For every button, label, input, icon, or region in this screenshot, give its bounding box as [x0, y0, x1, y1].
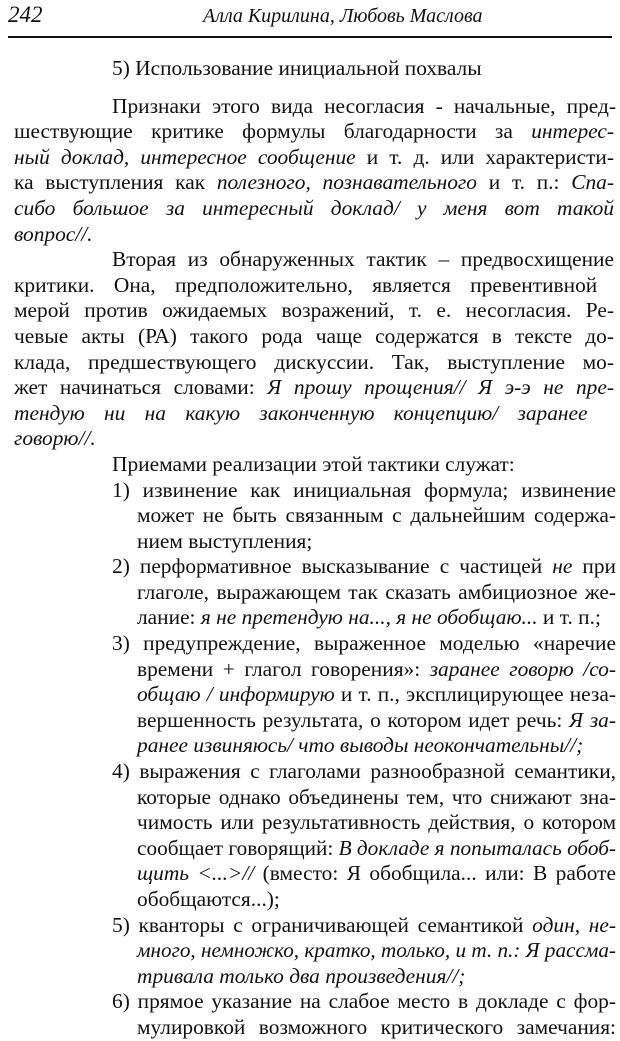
text-line — [0, 222, 620, 248]
line-content — [112, 913, 616, 939]
running-head: Алла Кирилина, Любовь Маслова — [203, 5, 483, 27]
text-segment: 4) выражения с глаголами разнообразной семантики, — [112, 759, 616, 784]
text-line — [0, 170, 620, 196]
text-line — [0, 273, 620, 299]
line-content — [137, 733, 583, 759]
italic-segment: не — [552, 554, 573, 579]
italic-segment: ный доклад, интересное сообщение — [14, 144, 356, 169]
body-text — [0, 56, 620, 1041]
text-segment: и т. п.; — [537, 605, 601, 630]
line-content — [137, 887, 280, 913]
italic-segment: я не претендую на..., я не обобщаю... — [200, 605, 538, 630]
line-content — [112, 247, 614, 273]
italic-segment: интерес- — [531, 119, 614, 144]
italic-segment: говорю//. — [14, 426, 96, 451]
text-line — [0, 145, 620, 171]
italic-segment: тривала только два произведения//; — [137, 963, 466, 988]
text-segment: и т. д. или характеристи- — [355, 144, 614, 169]
line-content — [112, 631, 616, 657]
text-line — [0, 298, 620, 324]
text-line — [0, 503, 620, 529]
line-content — [137, 785, 616, 811]
line-content — [14, 196, 614, 222]
text-segment: чевые акты (РА) такого рода чаще содержатся в тексте до- — [14, 323, 614, 348]
text-segment: может не быть связанным с дальнейшим содержа- — [137, 503, 616, 528]
line-content — [112, 759, 616, 785]
text-segment: 1) извинение как инициальная формула; извинение — [112, 477, 616, 502]
text-segment: 2) перформативное высказывание с частицей — [112, 554, 553, 579]
text-segment: которые однако объединены тем, что снижают зна- — [137, 784, 616, 809]
italic-segment: один, не- — [532, 912, 616, 937]
text-line — [0, 759, 620, 785]
text-line — [0, 94, 620, 120]
text-segment: жет начинаться словами: — [14, 375, 268, 400]
text-line — [0, 913, 620, 939]
text-line — [0, 1015, 620, 1041]
line-content — [137, 1015, 616, 1041]
line-content — [14, 401, 588, 427]
text-line — [0, 989, 620, 1015]
line-content — [14, 426, 96, 452]
text-line — [0, 605, 620, 631]
text-segment: Приемами реализации этой тактики служат: — [112, 451, 515, 476]
text-segment: 6) прямое указание на слабое место в докладе с фор- — [112, 989, 616, 1014]
line-content — [137, 503, 616, 529]
text-segment: мерой против ожидаемых возражений, т. е. несогласия. Ре- — [14, 298, 614, 323]
text-segment: ка выступления как — [14, 170, 217, 195]
text-line — [0, 196, 620, 222]
text-line — [0, 657, 620, 683]
text-line — [0, 682, 620, 708]
line-content — [112, 989, 616, 1015]
line-content — [112, 554, 616, 580]
line-content — [14, 119, 614, 145]
text-line — [0, 529, 620, 555]
line-content — [14, 222, 93, 248]
line-content — [112, 478, 616, 504]
line-content — [112, 94, 616, 120]
text-segment: нием выступления; — [137, 528, 313, 553]
text-segment: 3) предупреждение, выраженное моделью «наречие — [112, 631, 616, 656]
text-line — [0, 375, 620, 401]
text-segment: вершенность результата, о котором идет речь: — [137, 707, 570, 732]
text-line — [0, 247, 620, 273]
text-segment: времени + глагол говорения»: — [137, 656, 430, 681]
page-number: 242 — [8, 2, 43, 27]
text-segment: шествующие критике формулы благодарности за — [14, 119, 532, 144]
text-line — [0, 631, 620, 657]
text-segment: мулировкой возможного критического замечания: — [137, 1014, 616, 1039]
italic-segment: много, немножко, кратко, только, и т. п.: Я рассма- — [137, 938, 616, 963]
text-line — [0, 708, 620, 734]
italic-segment: сибо большое за интересный доклад/ у меня вот такой — [14, 195, 614, 220]
line-content — [14, 273, 597, 299]
text-line — [0, 478, 620, 504]
section-title: 5) Использование инициальной похвалы — [112, 56, 482, 80]
text-segment: клада, предшествующего дискуссии. Так, выступление мо- — [14, 349, 614, 374]
header-rule — [8, 36, 612, 38]
text-line — [0, 810, 620, 836]
line-content — [112, 452, 515, 478]
text-line — [0, 401, 620, 427]
text-segment: критики. Она, предположительно, является превентивной — [14, 272, 598, 297]
line-content — [14, 145, 614, 171]
italic-segment: заранее говорю /со- — [429, 656, 616, 681]
italic-segment: общаю / информирую — [137, 682, 335, 707]
text-segment: сообщает говорящий: — [137, 835, 339, 860]
text-line — [0, 350, 620, 376]
page-header — [8, 0, 612, 34]
italic-segment: Спа- — [571, 170, 614, 195]
text-line — [0, 452, 620, 478]
line-content — [137, 708, 616, 734]
text-segment: глаголе, выражающем так сказать амбициозное же- — [137, 579, 616, 604]
text-line — [0, 580, 620, 606]
text-segment: Вторая из обнаруженных тактик – предвосхищение — [112, 247, 614, 272]
italic-segment: Я прошу прощения// Я э-э не пре- — [267, 375, 614, 400]
text-line — [0, 119, 620, 145]
text-line — [0, 836, 620, 862]
text-line — [0, 554, 620, 580]
line-content — [14, 324, 614, 350]
line-content — [14, 298, 614, 324]
italic-segment: полезного, познавательного — [216, 170, 477, 195]
italic-segment: Я за- — [569, 707, 616, 732]
text-line — [0, 733, 620, 759]
line-content — [137, 836, 616, 862]
text-segment: при — [572, 554, 616, 579]
text-line — [0, 785, 620, 811]
line-content — [137, 529, 312, 555]
text-segment: 5) кванторы с ограничивающей семантикой — [112, 912, 533, 937]
text-segment: и т. п.: — [476, 170, 572, 195]
line-content — [14, 375, 614, 401]
text-line — [0, 887, 620, 913]
text-segment: и т. п., эксплицирующее неза- — [334, 682, 616, 707]
text-line — [0, 861, 620, 887]
line-content — [137, 657, 616, 683]
text-line — [0, 324, 620, 350]
italic-segment: ранее извиняюсь/ что выводы неокончательны//; — [137, 733, 584, 758]
line-content — [137, 938, 616, 964]
line-content — [137, 682, 616, 708]
line-content — [137, 605, 601, 631]
text-line — [0, 938, 620, 964]
text-segment: чимость или результативность действия, о котором — [137, 810, 616, 835]
line-content — [14, 170, 614, 196]
line-content — [14, 350, 614, 376]
italic-segment: тендую ни на какую законченную концепцию/ заранее — [14, 400, 588, 425]
text-segment: обобщаются...); — [137, 887, 280, 911]
line-content — [137, 861, 616, 887]
text-line — [0, 426, 620, 452]
text-segment: Признаки этого вида несогласия - начальные, пред- — [112, 93, 616, 118]
text-segment: лание: — [137, 605, 201, 630]
italic-segment: В докладе я попыталась обоб- — [338, 835, 616, 860]
line-content — [137, 810, 616, 836]
text-segment: (вместо: Я обобщила... или: В работе — [254, 861, 617, 886]
italic-segment: вопрос//. — [14, 221, 93, 246]
italic-segment: щить <...>// — [137, 861, 255, 886]
line-content — [137, 580, 616, 606]
